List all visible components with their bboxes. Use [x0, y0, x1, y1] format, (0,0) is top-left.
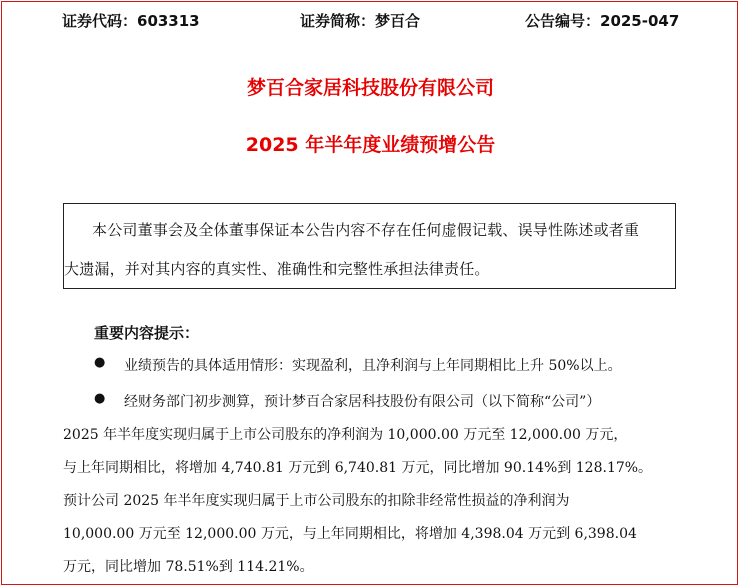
highlight-item-2-line: 万元，同比增加 78.51%到 114.21%。: [63, 559, 314, 575]
security-abbreviation: 证券简称：梦百合: [300, 12, 421, 30]
highlight-item-1: 业绩预告的具体适用情形：实现盈利，且净利润与上年同期相比上升 50%以上。: [124, 358, 622, 374]
security-code: 证券代码：603313: [62, 12, 200, 30]
company-title: 梦百合家居科技股份有限公司: [246, 77, 494, 99]
statement-line-2: 大遗漏，并对其内容的真实性、准确性和完整性承担法律责任。: [64, 260, 490, 278]
highlight-item-2-line: 2025 年半年度实现归属于上市公司股东的净利润为 10,000.00 万元至 12,000.00 万元，: [63, 427, 628, 443]
highlights-title: 重要内容提示：: [94, 324, 200, 342]
highlight-item-2-line: 预计公司 2025 年半年度实现归属于上市公司股东的扣除非经常性损益的净利润为: [63, 493, 570, 509]
document-header: [0, 10, 741, 32]
announcement-number: 公告编号：2025-047: [525, 12, 680, 30]
bullet-icon: ●: [94, 391, 106, 406]
highlight-item-2-line: 经财务部门初步测算，预计梦百合家居科技股份有限公司（以下简称“公司”）: [124, 394, 601, 410]
bullet-icon: ●: [94, 355, 106, 370]
notice-title: 2025 年半年度业绩预增公告: [245, 134, 496, 156]
statement-line-1: 本公司董事会及全体董事保证本公告内容不存在任何虚假记载、误导性陈述或者重: [92, 221, 640, 239]
highlight-item-2-line: 与上年同期相比，将增加 4,740.81 万元到 6,740.81 万元，同比增加 90.14%到 128.17%。: [63, 460, 653, 476]
highlight-item-2-line: 10,000.00 万元至 12,000.00 万元，与上年同期相比，将增加 4,398.04 万元到 6,398.04: [63, 526, 637, 542]
